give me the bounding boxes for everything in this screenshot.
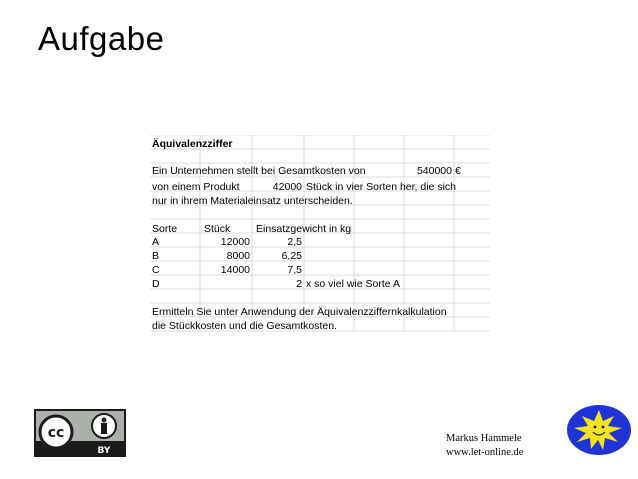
header-sorte: Sorte [152,223,178,235]
total-costs-value: 540000 [416,165,452,177]
row-gewicht: 2,5 [287,236,302,248]
header-stueck: Stück [204,223,231,235]
author-name: Markus Hammele [446,433,522,444]
row-stueck: 14000 [220,264,250,276]
spreadsheet-screenshot [150,135,490,333]
sheet-heading: Äquivalenzziffer [152,138,233,150]
by-text: BY [97,446,111,456]
sheet-line2-a: von einem Produkt [152,181,240,193]
row-gewicht: 6,25 [281,250,302,262]
sheet-line1: Ein Unternehmen stellt bei Gesamtkosten von [152,165,366,177]
row-note: x so viel wie Sorte A [306,278,400,290]
sun-logo [566,404,632,456]
task-line1: Ermitteln Sie unter Anwendung der Äquivalenzziffernkalkulation [152,306,447,318]
task-line2: die Stückkosten und die Gesamtkosten. [152,320,338,332]
row-sorte: B [152,250,160,262]
author-info [446,432,523,460]
sheet-line3: nur in ihrem Materialeinsatz unterscheiden. [152,195,353,207]
currency-symbol: € [455,165,461,177]
row-sorte: A [152,236,160,248]
row-gewicht: 2 [296,278,302,290]
row-stueck: 12000 [220,236,250,248]
cc-by-icon [34,409,126,457]
row-sorte: C [152,264,160,276]
row-sorte: D [152,278,160,290]
total-quantity-value: 42000 [272,181,302,193]
sheet-line2-b: Stück in vier Sorten her, die sich [306,181,456,193]
cc-by-badge[interactable] [34,409,126,457]
smiling-sun-icon [566,404,632,456]
row-gewicht: 7,5 [287,264,302,276]
author-website[interactable]: www.let-online.de [446,447,524,458]
slide-title: Aufgabe [38,20,165,57]
header-einsatzgewicht: Einsatzgewicht in kg [256,223,352,235]
cc-text: cc [47,425,65,441]
row-stueck: 8000 [226,250,250,262]
